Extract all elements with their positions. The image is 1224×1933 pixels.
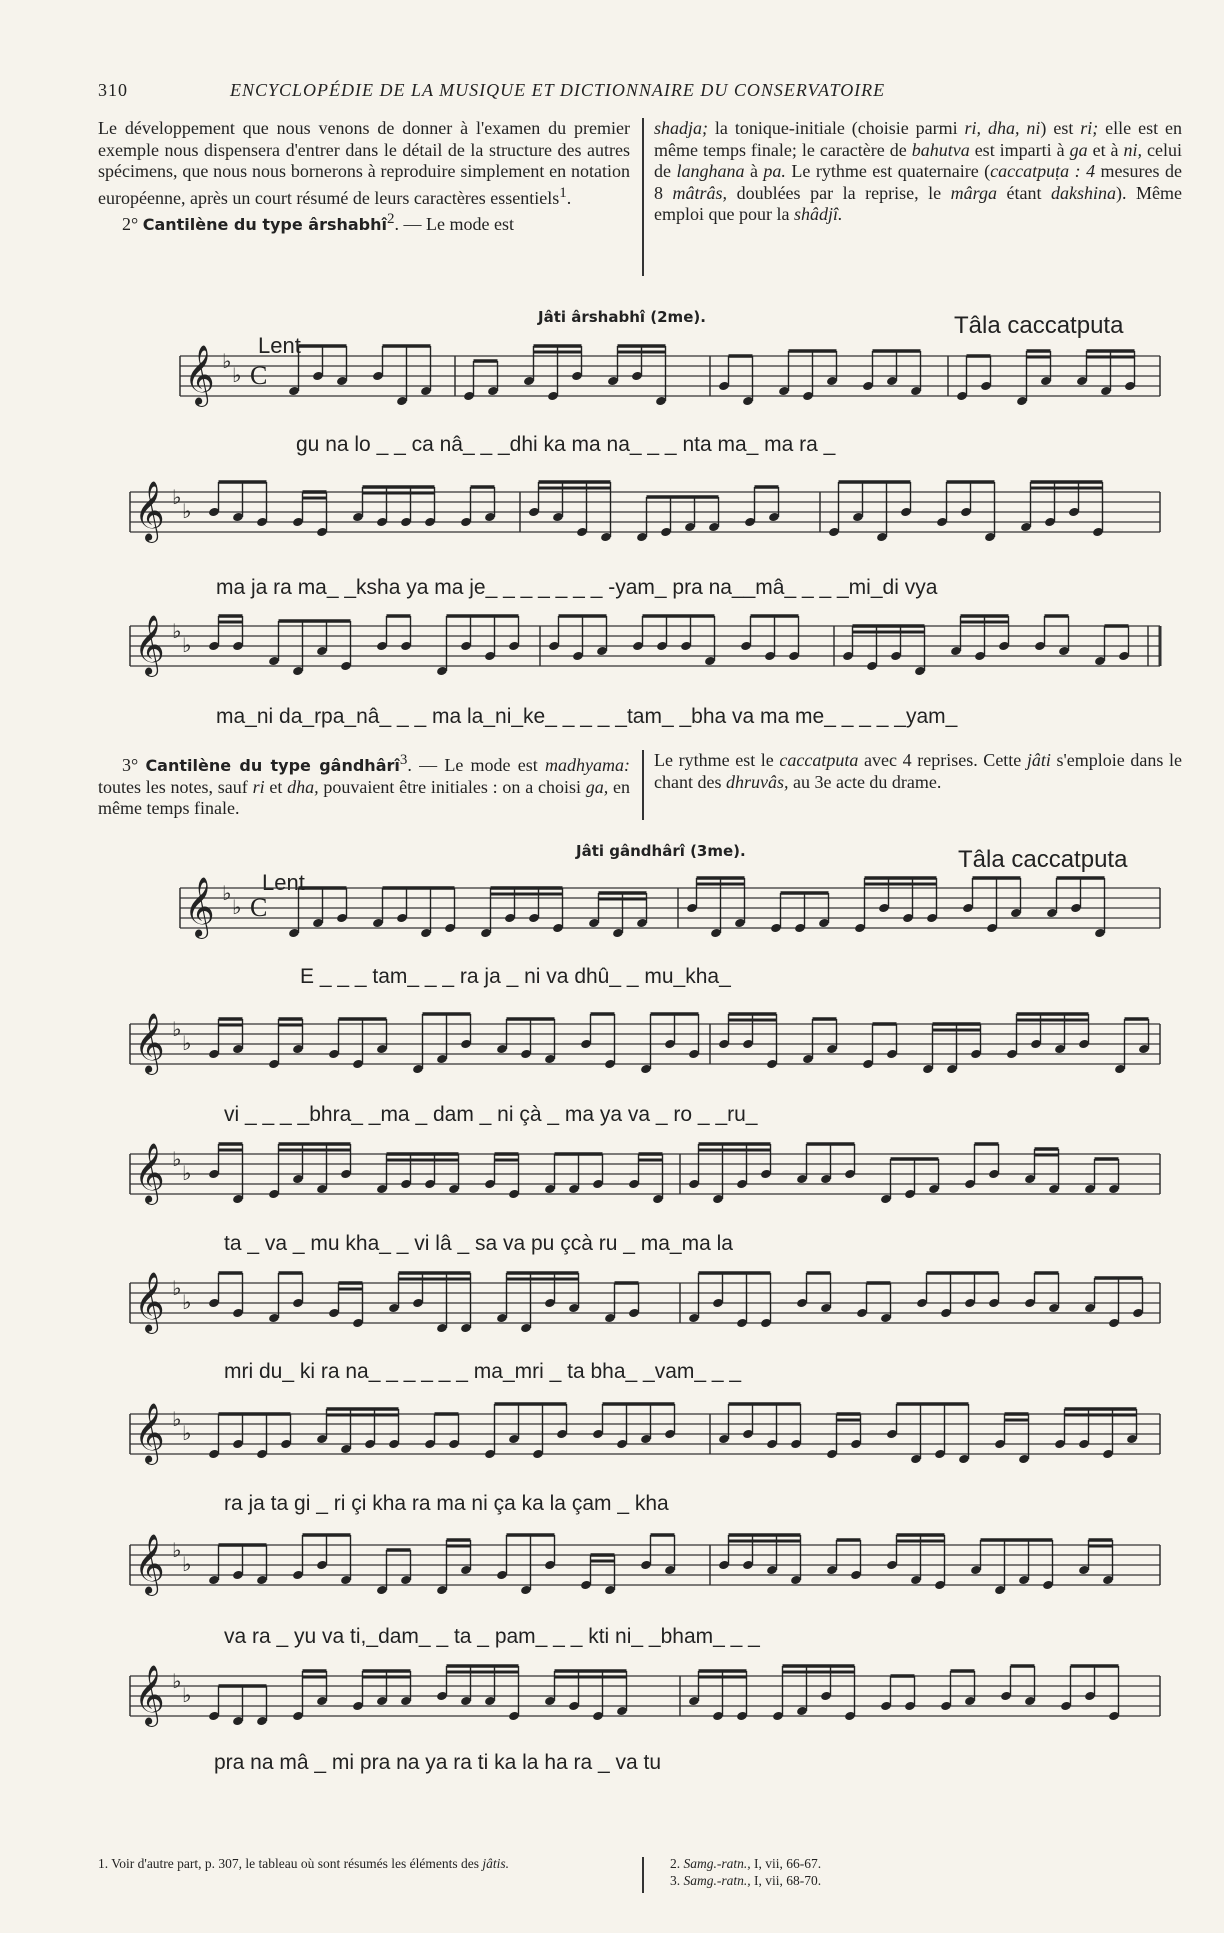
common-time-icon: C (250, 893, 268, 922)
lyric-line: va ra _ yu va ti,_dam_ _ ta _ pam_ _ _ kti ni_ _bham_ _ _ (224, 1625, 760, 1648)
section3-num: 3° (122, 755, 139, 775)
lyric-line: gu na lo _ _ ca nâ_ _ _dhi ka ma na_ _ _ nta ma_ ma ra _ (296, 433, 836, 456)
t: dhruvâs, (725, 771, 789, 792)
t: shâdjî. (793, 204, 843, 224)
treble-clef-icon: 𝄞 (134, 481, 165, 541)
jati-title-2: Jâti gândhârî (3me). (576, 842, 746, 860)
flat-icon: ♭ (182, 499, 192, 523)
t: est imparti à (969, 139, 1070, 160)
jati-title-1: Jâti ârshabhî (2me). (538, 308, 706, 326)
t: jâti (1026, 750, 1051, 770)
flat-icon: ♭ (172, 1276, 182, 1300)
flat-icon: ♭ (182, 1421, 192, 1445)
t: dha, (287, 776, 319, 797)
lyric-line: pra na mâ _ mi pra na ya ra ti ka la ha ra _ va tu (214, 1751, 662, 1774)
t: toutes les notes, sauf (98, 776, 253, 797)
section2-tail: . — Le mode est (394, 214, 514, 234)
t: en même temps finale. (98, 776, 630, 818)
treble-clef-icon: 𝄞 (184, 877, 215, 937)
t: s'emploie dans le chant des (654, 750, 1182, 792)
t: ni, (1123, 139, 1143, 160)
t: ga (1069, 139, 1088, 160)
treble-clef-icon: 𝄞 (134, 1272, 165, 1332)
column-divider (642, 1857, 644, 1893)
treble-clef-icon: 𝄞 (134, 1665, 165, 1725)
treble-clef-icon: 𝄞 (134, 1013, 165, 1073)
t: . — Le mode est (407, 755, 546, 775)
t: langhana (676, 161, 745, 181)
t: et à (1087, 139, 1124, 160)
flat-icon: ♭ (182, 1031, 192, 1055)
flat-icon: ♭ (182, 1683, 192, 1707)
lyric-line: vi _ _ _ _bhra_ _ma _ dam _ ni çà _ ma ya va _ ro _ _ru_ (224, 1103, 758, 1126)
t: ri, dha, ni (964, 118, 1041, 138)
lyric-line: ra ja ta gi _ ri çi kha ra ma ni ça ka la çam _ kha (224, 1492, 669, 1515)
flat-icon: ♭ (232, 895, 242, 919)
flat-icon: ♭ (172, 619, 182, 643)
tempo-marking-2: Lent (262, 870, 305, 895)
lyric-line: ma_ni da_rpa_nâ_ _ _ ma la_ni_ke_ _ _ _ _tam_ _bha va ma me_ _ _ _ _yam_ (216, 705, 958, 728)
treble-clef-icon: 𝄞 (134, 1534, 165, 1594)
t: Samg.-ratn., (683, 1873, 751, 1888)
t: ga, (585, 776, 609, 797)
t: madhyama: (545, 755, 630, 775)
t: shadja; (654, 118, 708, 138)
t: ). Même emploi que pour la (654, 182, 1183, 224)
flat-icon: ♭ (182, 1552, 192, 1576)
footnote-ref: 3 (399, 752, 408, 768)
t: Le rythme est quaternaire ( (785, 161, 991, 181)
flat-icon: ♭ (182, 633, 192, 657)
t: pouvaient être initiales : on a choisi (318, 776, 586, 797)
t: Samg.-ratn., (683, 1856, 751, 1871)
t: elle est en même temps finale; le caractère de (654, 118, 1182, 160)
t: caccatputa (779, 750, 859, 770)
flat-icon: ♭ (172, 1538, 182, 1562)
t: caccatpuṭa : 4 (990, 161, 1096, 181)
flat-icon: ♭ (172, 1669, 182, 1693)
t: et (264, 776, 288, 797)
lyric-line: mri du_ ki ra na_ _ _ _ _ _ ma_mri _ ta bha_ _vam_ _ _ (224, 1360, 742, 1383)
section2-num: 2° (122, 214, 139, 234)
t: étant (996, 182, 1051, 203)
t: 2. (670, 1856, 684, 1871)
footnote-3 (670, 1872, 821, 1889)
t: ri; (1080, 118, 1099, 138)
flat-icon: ♭ (222, 881, 232, 905)
flat-icon: ♭ (172, 485, 182, 509)
t: la tonique-initiale (choisie parmi (708, 118, 965, 138)
lyric-line: E _ _ _ tam_ _ _ ra ja _ ni va dhû_ _ mu_kha_ (300, 965, 731, 988)
lyric-line: ma ja ra ma_ _ksha ya ma je_ _ _ _ _ _ _ -yam_ pra na__mâ_ _ _ _mi_di vya (216, 576, 938, 599)
t: au 3e acte du drame. (788, 771, 942, 792)
t: dakshina (1051, 182, 1116, 203)
t: I, vii, 68-70. (750, 1873, 822, 1888)
common-time-icon: C (250, 361, 268, 390)
footnote-ref: 1 (559, 184, 567, 201)
t: 3. (670, 1873, 684, 1888)
t: ri (252, 776, 265, 797)
punct: . (566, 187, 572, 208)
tala-label-1: Tâla caccatputa (954, 312, 1124, 339)
tempo-marking-1: Lent (258, 333, 301, 358)
t: celui de (654, 139, 1183, 181)
t: pa. (763, 161, 786, 181)
section3-title: Cantilène du type gândhârî (145, 756, 400, 775)
flat-icon: ♭ (172, 1017, 182, 1041)
treble-clef-icon: 𝄞 (184, 345, 215, 405)
flat-icon: ♭ (172, 1147, 182, 1171)
tala-label-2: Tâla caccatputa (958, 846, 1128, 873)
footnote-2 (670, 1855, 821, 1872)
flat-icon: ♭ (182, 1161, 192, 1185)
footnote-ref: 2 (387, 211, 395, 227)
t: I, vii, 66-67. (750, 1856, 822, 1871)
treble-clef-icon: 𝄞 (134, 1143, 165, 1203)
section2-title: Cantilène du type ârshabhî (142, 215, 388, 234)
t: à (744, 161, 764, 181)
t: doublées par la reprise, le (727, 182, 951, 203)
t: Le rythme est le (654, 750, 780, 770)
t: mâtrâs, (672, 182, 728, 203)
t: mârga (950, 182, 997, 203)
t: mesures de 8 (654, 161, 1182, 203)
intro-paragraph: Le développement que nous venons de donner à l'examen du premier exemple nous dispensera d'entrer dans le détail de la structure des autres spécimens, que nous nous bornerons à reproduire simplement en notation européenne, après un court résumé de leurs caractères essentiels (98, 118, 630, 208)
flat-icon: ♭ (182, 1290, 192, 1314)
page-number: 310 (98, 80, 128, 100)
t: bahutva (911, 139, 970, 160)
lyric-line: ta _ va _ mu kha_ _ vi lâ _ sa va pu çcà ru _ ma_ma la (224, 1232, 733, 1255)
treble-clef-icon: 𝄞 (134, 615, 165, 675)
flat-icon: ♭ (232, 363, 242, 387)
flat-icon: ♭ (222, 349, 232, 373)
flat-icon: ♭ (172, 1407, 182, 1431)
t: ) est (1040, 118, 1081, 138)
footnote-1 (98, 1855, 638, 1872)
t: jâtis. (482, 1856, 509, 1871)
treble-clef-icon: 𝄞 (134, 1403, 165, 1463)
t: avec 4 reprises. Cette (858, 750, 1027, 770)
running-title: ENCYCLOPÉDIE DE LA MUSIQUE ET DICTIONNAIRE DU CONSERVATOIRE (230, 80, 886, 100)
t: 1. Voir d'autre part, p. 307, le tableau où sont résumés les éléments des (98, 1856, 483, 1871)
